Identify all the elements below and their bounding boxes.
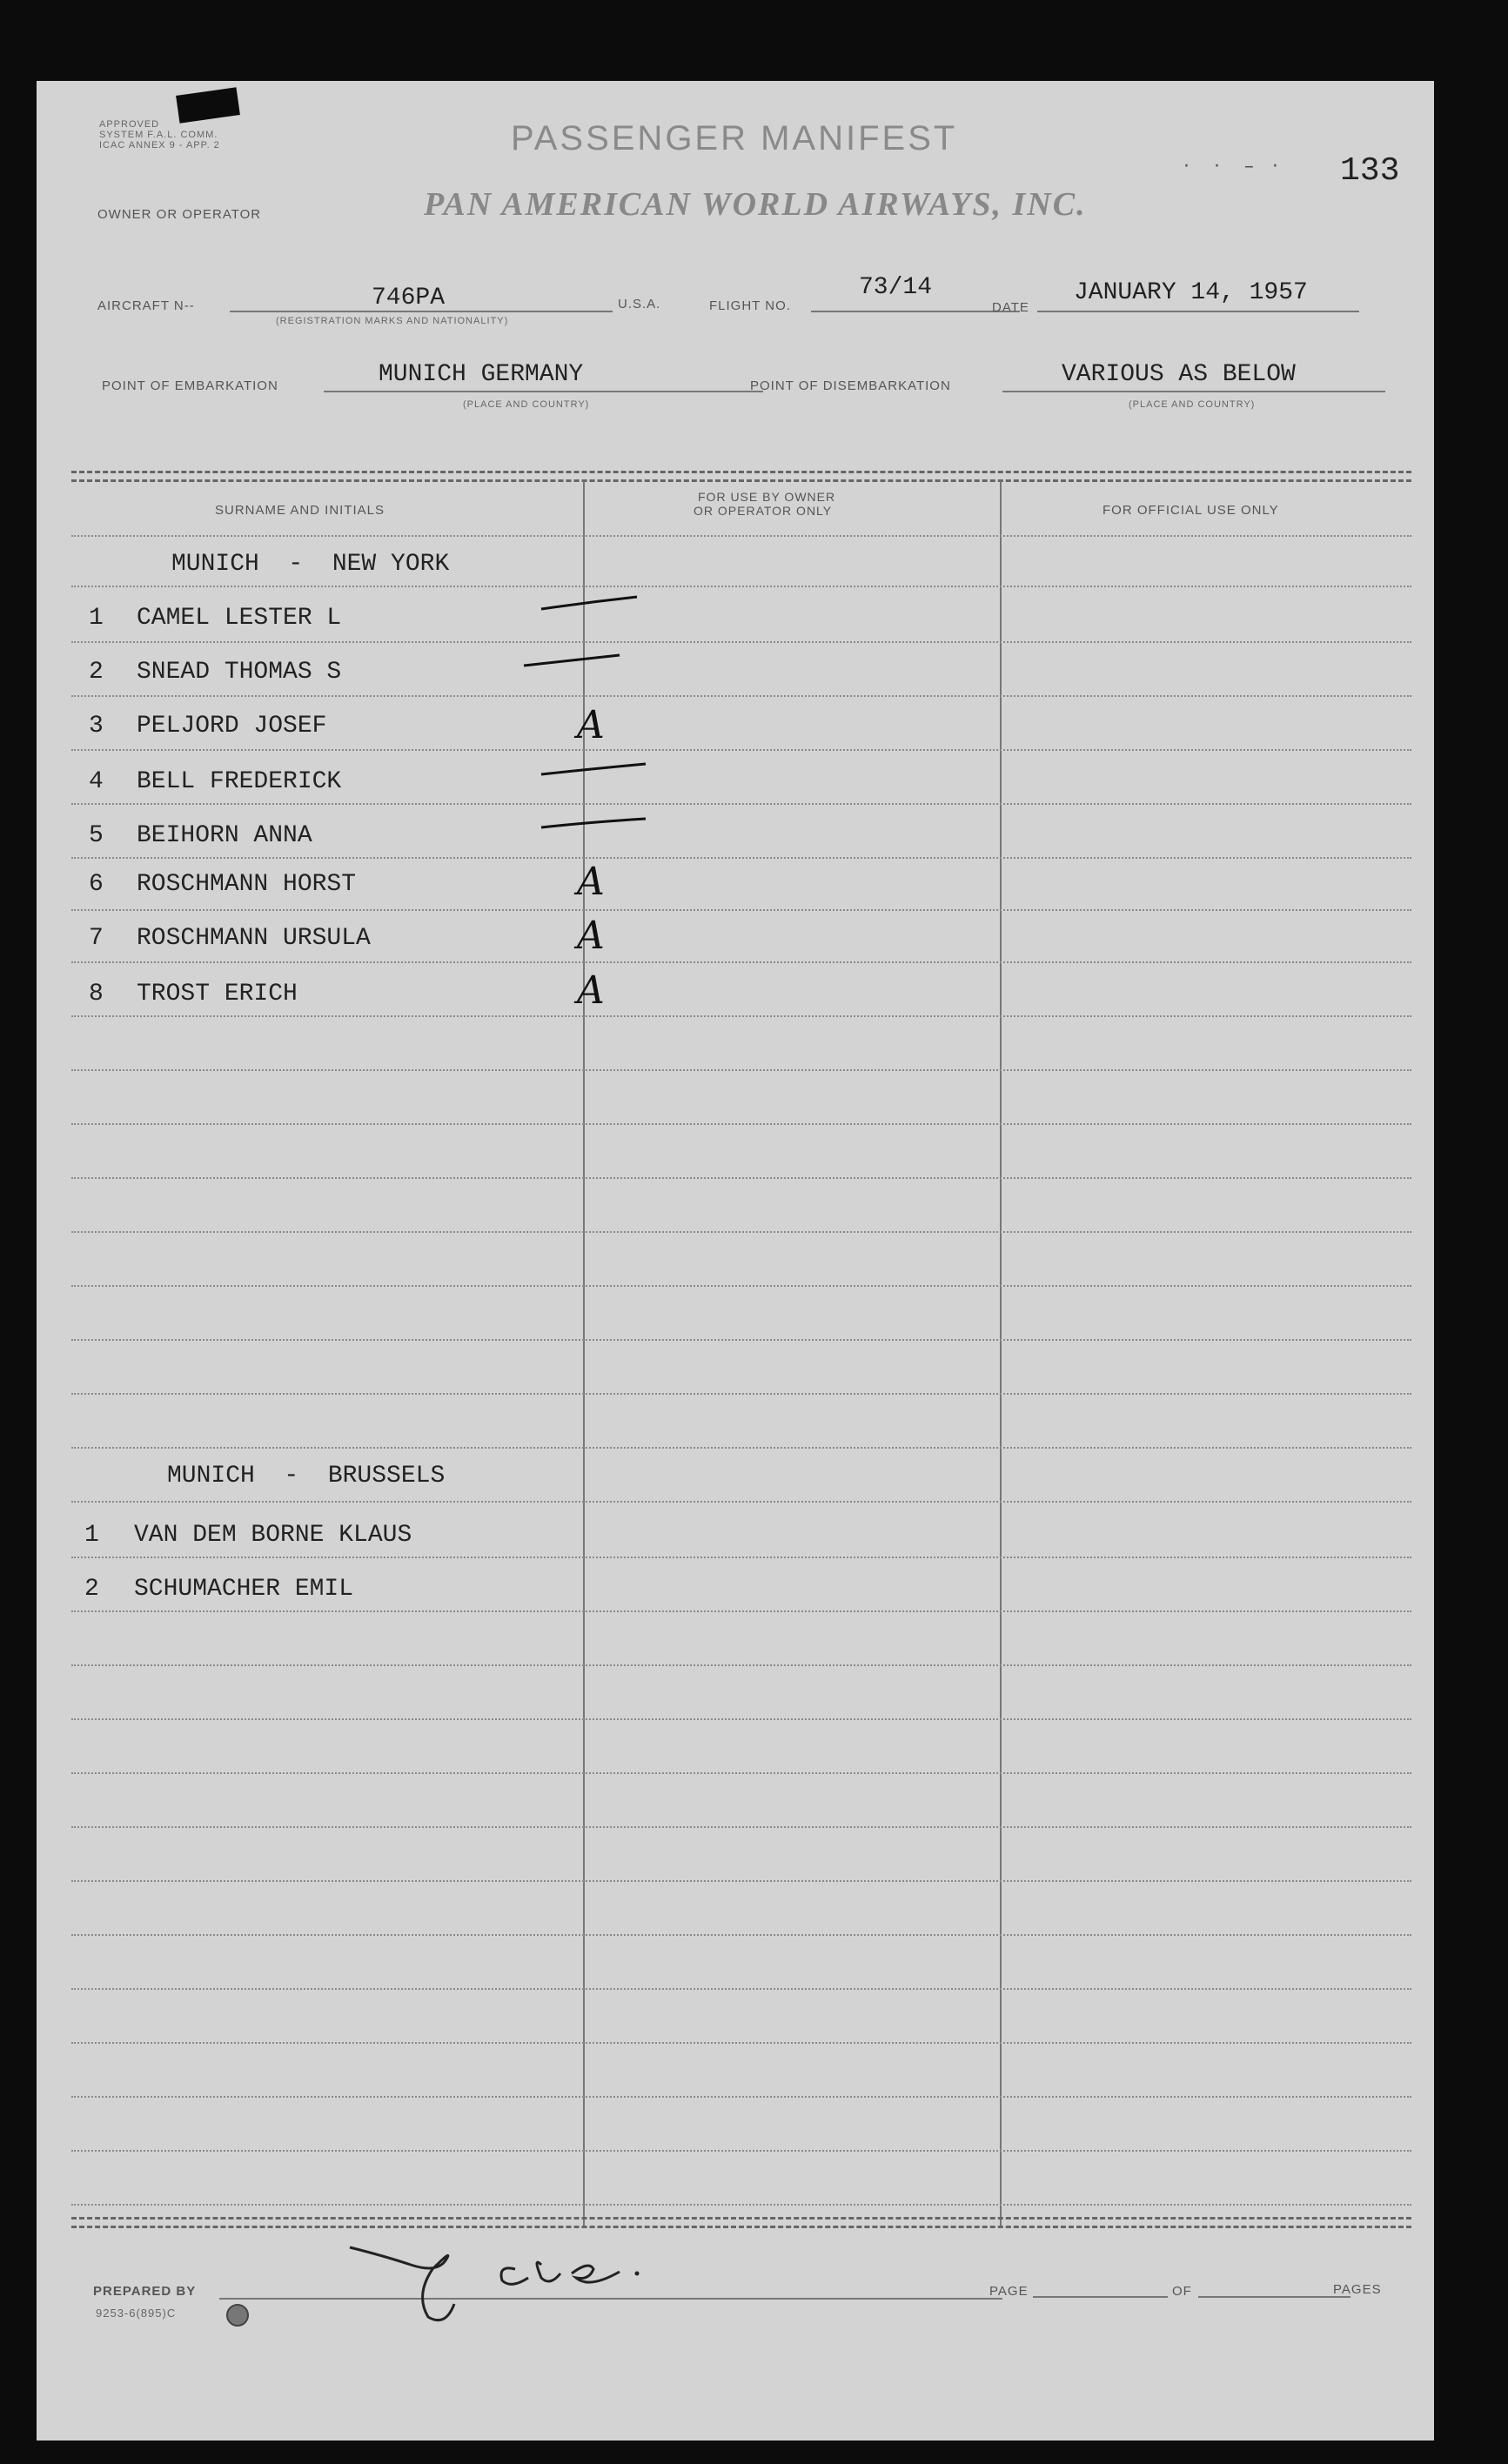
passenger-number: 6 (89, 871, 104, 898)
embarkation-value: MUNICH GERMANY (379, 361, 584, 388)
handwritten-a-mark: A (577, 914, 605, 958)
date-label: DATE (992, 300, 1029, 315)
row-rule (71, 2204, 1411, 2206)
row-rule (71, 1285, 1411, 1287)
date-value: JANUARY 14, 1957 (1074, 279, 1308, 306)
table-top-rule-2 (71, 479, 1411, 482)
passenger-number: 5 (89, 822, 104, 849)
dash-mark (537, 590, 641, 616)
approval-line-2: SYSTEM F.A.L. COMM. (99, 130, 218, 140)
approval-line-1: APPROVED (99, 119, 160, 130)
passenger-number: 7 (89, 925, 104, 952)
row-rule (71, 2096, 1411, 2098)
passenger-name: SCHUMACHER EMIL (134, 1576, 354, 1603)
table-bottom-rule (71, 2217, 1411, 2220)
passenger-name: CAMEL LESTER L (137, 605, 342, 632)
usa-label: U.S.A. (618, 297, 661, 311)
row-rule (71, 1339, 1411, 1341)
passenger-number: 8 (89, 981, 104, 1008)
row-rule (71, 1988, 1411, 1990)
passenger-number: 2 (89, 659, 104, 686)
row-rule (71, 695, 1411, 697)
passenger-name: TROST ERICH (137, 981, 298, 1008)
passenger-number: 2 (84, 1576, 99, 1603)
row-rule (71, 641, 1411, 643)
row-rule (71, 1826, 1411, 1828)
flight-no-label: FLIGHT NO. (709, 298, 791, 313)
page-title: PASSENGER MANIFEST (511, 119, 958, 157)
row-rule (71, 1880, 1411, 1882)
page-number: 133 (1340, 152, 1400, 190)
disembarkation-value: VARIOUS AS BELOW (1062, 361, 1296, 388)
page-label: PAGE (989, 2284, 1029, 2299)
row-rule (71, 803, 1411, 805)
handwritten-a-mark: A (577, 968, 605, 1013)
column-header-owner-1: FOR USE BY OWNER (698, 490, 836, 504)
row-rule (71, 1501, 1411, 1503)
row-rule (71, 2150, 1411, 2152)
owner-label: OWNER OR OPERATOR (97, 207, 262, 222)
passenger-name: SNEAD THOMAS S (137, 659, 342, 686)
signature (332, 2230, 680, 2326)
embarkation-line (324, 391, 763, 392)
row-rule (71, 1231, 1411, 1233)
column-header-surname: SURNAME AND INITIALS (215, 503, 385, 518)
form-number: 9253-6(895)C (96, 2307, 177, 2320)
manifest-page (37, 81, 1434, 2441)
row-rule (71, 961, 1411, 963)
row-rule (71, 909, 1411, 911)
flight-no-value: 73/14 (859, 274, 933, 301)
row-rule (71, 857, 1411, 859)
dash-mark (537, 755, 650, 781)
pages-label: PAGES (1333, 2282, 1382, 2297)
table-bottom-rule-2 (71, 2226, 1411, 2228)
torn-corner (176, 87, 240, 123)
route-heading: MUNICH - NEW YORK (171, 551, 450, 578)
dash-mark (537, 808, 650, 834)
row-rule (71, 1447, 1411, 1449)
row-rule (71, 1557, 1411, 1558)
flight-no-line (811, 311, 1020, 312)
disembarkation-line (1002, 391, 1385, 392)
of-label: OF (1172, 2284, 1192, 2299)
row-rule (71, 1069, 1411, 1071)
passenger-name: BELL FREDERICK (137, 768, 342, 795)
row-rule (71, 1934, 1411, 1936)
row-rule (71, 749, 1411, 751)
of-line (1198, 2296, 1350, 2298)
aircraft-label: AIRCRAFT N-- (97, 298, 195, 313)
row-rule (71, 1772, 1411, 1774)
corner-dots: · · – · (1183, 156, 1278, 177)
date-line (1037, 311, 1359, 312)
row-rule (71, 1610, 1411, 1612)
page-line (1033, 2296, 1168, 2298)
dash-mark (519, 646, 624, 673)
row-rule (71, 1718, 1411, 1720)
aircraft-value: 746PA (372, 285, 446, 311)
prepared-by-label: PREPARED BY (93, 2284, 197, 2299)
route-heading: MUNICH - BRUSSELS (167, 1463, 446, 1490)
column-divider-2 (1000, 481, 1002, 2226)
passenger-name: VAN DEM BORNE KLAUS (134, 1522, 412, 1549)
row-rule (71, 1177, 1411, 1179)
column-header-official: FOR OFFICIAL USE ONLY (1103, 503, 1279, 518)
registration-caption: (REGISTRATION MARKS AND NATIONALITY) (276, 316, 509, 326)
row-rule (71, 2042, 1411, 2044)
passenger-name: ROSCHMANN HORST (137, 871, 357, 898)
passenger-number: 4 (89, 768, 104, 795)
passenger-name: ROSCHMANN URSULA (137, 925, 371, 952)
owner-value: PAN AMERICAN WORLD AIRWAYS, INC. (424, 186, 1087, 223)
embarkation-caption: (PLACE AND COUNTRY) (463, 399, 590, 410)
column-header-owner-2: OR OPERATOR ONLY (694, 504, 833, 518)
table-top-rule (71, 471, 1411, 473)
embarkation-label: POINT OF EMBARKATION (102, 378, 278, 393)
passenger-name: BEIHORN ANNA (137, 822, 312, 849)
disembarkation-label: POINT OF DISEMBARKATION (750, 378, 951, 393)
passenger-number: 3 (89, 713, 104, 740)
handwritten-a-mark: A (577, 703, 605, 747)
row-rule (71, 1015, 1411, 1017)
handwritten-a-mark: A (577, 860, 605, 904)
row-rule (71, 1664, 1411, 1666)
union-bug-icon (226, 2304, 249, 2327)
row-rule (71, 1123, 1411, 1125)
header-bottom-rule (71, 535, 1411, 537)
approval-line-3: ICAC ANNEX 9 - APP. 2 (99, 140, 220, 151)
passenger-name: PELJORD JOSEF (137, 713, 327, 740)
passenger-number: 1 (89, 605, 104, 632)
passenger-number: 1 (84, 1522, 99, 1549)
disembarkation-caption: (PLACE AND COUNTRY) (1129, 399, 1256, 410)
row-rule (71, 586, 1411, 587)
row-rule (71, 1393, 1411, 1395)
